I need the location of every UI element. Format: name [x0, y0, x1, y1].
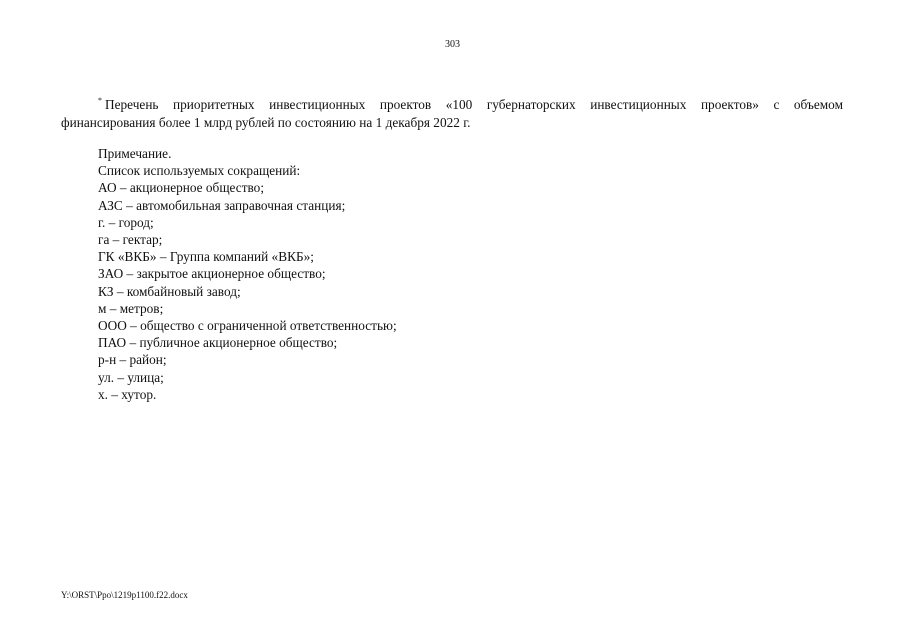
abbreviation-item: р-н – район; — [98, 352, 167, 368]
abbreviation-list-title: Список используемых сокращений: — [98, 163, 301, 179]
abbreviation-item: АЗС – автомобильная заправочная станция; — [98, 197, 346, 213]
file-path-footer: Y:\ORST\Ppo\1219p1100.f22.docx — [61, 590, 188, 600]
abbreviation-item: АО – акционерное общество; — [98, 180, 265, 196]
footnote-marker: * — [98, 96, 102, 105]
abbreviation-item: ГК «ВКБ» – Группа компаний «ВКБ»; — [98, 249, 314, 265]
note-heading: Примечание. — [98, 146, 172, 161]
abbreviation-item: м – метров; — [98, 300, 164, 316]
abbreviation-item: КЗ – комбайновый завод; — [98, 283, 241, 299]
abbreviation-item: ООО – общество с ограниченной ответственностью; — [98, 318, 397, 334]
abbreviation-item: ПАО – публичное акционерное общество; — [98, 335, 338, 351]
footnote-line-1 — [61, 92, 843, 114]
abbreviation-item: га – гектар; — [98, 232, 163, 248]
page-number: 303 — [445, 39, 460, 50]
footnote-line-2: финансирования более 1 млрд рублей по состоянию на 1 декабря 2022 г. — [61, 115, 471, 130]
abbreviation-item: х. – хутор. — [98, 386, 157, 402]
abbreviation-item: г. – город; — [98, 214, 154, 230]
abbreviation-item: ул. – улица; — [98, 369, 164, 385]
abbreviations-note — [98, 145, 397, 403]
footnote-text-1: Перечень приоритетных инвестиционных проектов «100 губернаторских инвестиционных проектов» с объемом — [105, 97, 843, 112]
footnote — [61, 92, 843, 132]
abbreviation-item: ЗАО – закрытое акционерное общество; — [98, 266, 326, 282]
